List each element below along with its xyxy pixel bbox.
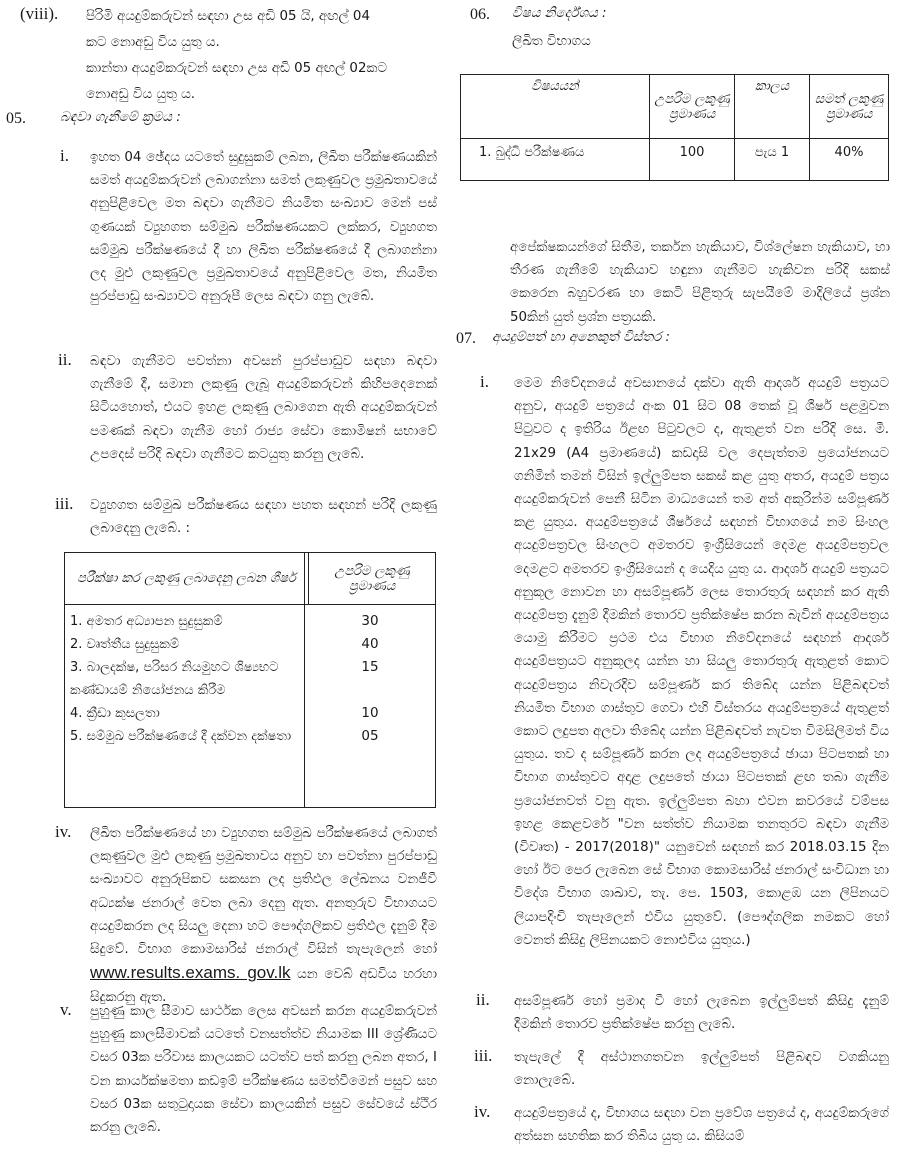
item-iv-text (90, 822, 437, 1010)
section-number-06: 06. (470, 6, 490, 23)
marks-table-item: 1. අමතර අධ්‍යාපන සුදුසුකම් (70, 614, 223, 629)
exam-description: අපේක්ෂකයන්ගේ සිතීම, තර්කන හැකියාව, විශ්ලේෂන හැකියාව, හා තීරණ ගැනීමේ හැකියාව හඳුනා ගැනීමට හැකිවන පරිදි සකස් කෙරෙන බහුවරණ හා කෙටි පිළිතුරු සැපයීමේ මාදිලියේ ප්‍රශ්න 50කින් යුත් ප්‍රශ්න පත්‍රයකි. (510, 240, 890, 325)
item-number-iv: iv. (55, 822, 72, 841)
marks-table-value: 15 (361, 659, 379, 675)
item-i-text: ඉහත 04 ඡේදය යටතේ සුදුසුකම් ලබන, ලිඛිත පරීක්ෂණයකින් සමත් අයදුම්කරුවන් ලබාගන්නා සමත් ලකුණුවල ප්‍රමුඛතාවයේ අනුපිළිවෙල මත බඳවා ගැනීමට නියමිත සංඛ්‍යාව මෙන් පස් ගුණයක් ව්‍යුහගත සම්මුඛ පරීක්ෂණයකට ලක්කර, ව්‍යුහගත සම්මුඛ පරීක්ෂණයේ දී හා ලිඛිත පරීක්ෂණයේ දී ලබාගන්නා ලද මුළු ලකුණුවල ප්‍රමුඛතාවයේ අනුපිළිවෙල මත, නියමිත පුරප්පාඩු සංඛ්‍යාවට අනුරූපී ලෙස බඳවා ගනු ලැබේ. (90, 150, 437, 305)
marks-table-item: 5. සම්මුඛ පරීක්ෂණයේ දී දක්වන දක්ෂතා (70, 729, 292, 744)
marks-table-values (306, 610, 434, 748)
subject-table-header: සමත් ලකුණු ප්‍රමාණය (810, 75, 889, 139)
marks-table-value: 10 (361, 705, 379, 721)
item-number-i: i. (60, 146, 69, 165)
subject-table (460, 74, 889, 181)
marks-table-value: 05 (361, 728, 379, 744)
item-number-iv: iv. (474, 1102, 491, 1121)
item-number-v: v. (60, 1000, 72, 1019)
marks-table-header-max: උපරිම ලකුණු ප්‍රමාණය (309, 553, 436, 605)
item-iv-text: අයදුම්පත්‍රයේ ද, විභාගය සඳහා වන ප්‍රවේශ පත්‍රයේ ද, අයදුම්කරුගේ අත්සන සහතික කර තිබිය යුතු ය. කිසියම් (514, 1106, 889, 1145)
item-number-ii: ii. (476, 990, 490, 1009)
application-instructions: මෙම නිවේදනයේ අවසානයේ දක්වා ඇති ආදර්ශ අයදුම් පත්‍රයට අනුව, අයදුම් පත්‍රයේ අංක 01 සිට 08 තෙක් වූ ශීර්ෂ පළමුවන පිටුවට ද ඉතිරිය ඊළඟ පිටුවලට ද, ඇතුළත් වන පරිදි සෙ. මී. 21x29 (A4 ප්‍රමාණයේ) කඩදාසි වල දෙපැත්තම ප්‍රයෝජනයට ගනිමින් තමන් විසින් ඉල්ලුම්පත සකස් කළ යුතු අතර, අයදුම් පත්‍රය අයදුම්කරුවන් පෙනී සිටින මාධ්‍යයෙන් තම අත් අකුරින්ම සම්පූර්ණ කළ යුතුය. අයදුම්පත්‍රයේ ශීර්ෂයේ සඳහන් විභාගයේ නම සිංහල අයදුම්පත්‍රවල සිංහලට අමතරව ඉංග්‍රීසියෙන් දෙමළ අයදුම්පත්‍රවල දෙමළට අමතරව ඉංග්‍රීසියෙන් ද යෙදිය යුතු ය. ආදර්ශ අයදුම් පත්‍රයට අනුකූල නොවන හා අසම්පූර්ණ ලෙස තොරතුරු සඳහන් කර ඇති අයදුම්පත්‍ර දැනුම් දීමකින් තොරව ප්‍රතික්ෂේප කරන බැවින් අයදුම්පත්‍රය යොමු කිරීමට ප්‍රථම එය විභාග නිවේදනයේ සඳහන් ආදර්ශ අයදුම්පත්‍රයට අනුකූලද යන්න හා සියලු තොරතුරු ඇතුළත් කොට අයදුම්පත්‍රය නිවැරදිව සම්පූර්ණ කර තිබේද යන්න පිළිබඳවත් නියමිත විභාග ගාස්තුව ගෙවා එහි විස්තරය අයදුම්පත්‍රයේ ඇතුළත් කොට ලදුපත අලවා තිබේද යන්න පිළිබඳවත් නැවත විමසිලිමත් විය යුතුය. තව ද සම්පූර්ණ කරන ලද අයදුම්පත්‍රයේ ඡායා පිටපතක් හා විභාග ගාස්තුවට අදාළ ලදුපතේ ඡායා පිටපතක් ළඟ තබා ගැනීම ප්‍රයෝජනවත් වනු ඇත. ඉල්ලුම්පත බහා එවන කවරයේ වම්පස ඉහළ කෙළවරේ "වන සත්ත්ව නියාමක තනතුරට බඳවා ගැනීම (විවෘත) - 2017(2018)" යනුවෙන් සඳහන් කර 2018.03.15 දින හෝ ඊට පෙර ලැබෙන සේ විභාග කොමසාරිස් ජනරාල් සංවිධාන හා විදේශ විභාග ශාඛාව, තැ. පෙ. 1503, කොළඹ යන ලිපිනයට ලියාපදිංචි තැපෑලෙන් එවිය යුතුවේ. (පෞද්ගලික නමකට හෝ වෙනත් කිසිදු ලිපිනයකට නොඑවිය යුතුය.) (514, 376, 889, 948)
marks-table-divider (304, 552, 305, 807)
subject-table-cell: 40% (810, 139, 889, 181)
item-v-text: පුහුණු කාල සීමාව සාර්ථක ලෙස අවසන් කරන අයදුම්කරුවන් පුහුණු කාලසීමාවක් යටතේ වනසත්ත්ව නියාමක III ශ්‍රේණියට වසර 03ක පරිවාස කාලයකට යටත්ව පත් කරනු ලබන අතර, I වන කාර්යක්ෂමතා කඩඉම් පරීක්ෂණය සමත්වීමෙන් පසුව සහ වසර 03ක සතුටුදායක සේවා කාලයකින් පසුව සේවයේ ස්ථිර කරනු ලැබේ. (90, 1004, 437, 1136)
section-number-05: 05. (6, 110, 26, 127)
item-number-iii: iii. (55, 494, 74, 513)
marks-table-value: 30 (361, 613, 379, 629)
item-number-iii: iii. (474, 1046, 493, 1065)
subject-table-cell: 100 (650, 139, 735, 181)
item-viii-line: කට නොඅඩු විය යුතු ය. (86, 35, 220, 50)
marks-table-items (70, 610, 302, 748)
subject-table-cell: පැය 1 (735, 139, 810, 181)
section-title-07: අයදුම්පත් හා අනෙකුත් විස්තර : (492, 330, 671, 345)
item-iv-tail: යන වෙබ් අඩවිය හරහා සිදුකරනු ඇත. (90, 967, 437, 1006)
section-title-05: බඳවා ගැනීමේ ක්‍රමය : (60, 110, 181, 125)
item-viii-line: පිරිමි අයදුම්කරුවන් සඳහා උස අඩි 05 යි, අඟල් 04 (86, 9, 370, 24)
section-number-07: 07. (456, 330, 476, 347)
subject-table-header: උපරිම ලකුණු ප්‍රමාණය (650, 75, 735, 139)
item-ii-text: අසම්පූර්ණ හෝ ප්‍රමාද වී හෝ ලැබෙන ඉල්ලුම්පත් කිසිදු දැනුම් දීමකින් තොරව ප්‍රතික්ෂේප කරනු ලැබේ. (514, 994, 889, 1033)
marks-table-item: 4. ක්‍රීඩා කුසලතා (70, 706, 160, 721)
subject-table-header: කාලය (735, 75, 810, 139)
item-number-viii: (viii). (20, 4, 59, 23)
marks-table-item: 3. බාලදක්ෂ, පරිසර නියමුහට ශිෂ්‍යභට කණ්ඩායම් නියෝජනය කිරීම (70, 660, 279, 698)
marks-table (64, 552, 436, 605)
item-viii-line: කාන්තා අයදුම්කරුවන් සඳහා උස අඩි 05 අඟල් 02කට (86, 61, 387, 76)
item-iii-text: ව්‍යුහගත සම්මුඛ පරීක්ෂණය සඳහා පහත සඳහන් පරිදි ලකුණු ලබාදෙනු ලැබේ. : (90, 498, 437, 537)
item-iii-text: තැපැලේ දී අස්ථානගතවන ඉල්ලුම්පත් පිළිබඳව වගකියනු නොලැබේ. (514, 1050, 889, 1089)
subject-table-cell: 1. බුද්ධි පරීක්ෂණය (461, 139, 650, 181)
item-viii-text (86, 4, 438, 108)
item-number-i: i. (480, 372, 489, 391)
section-06-subtitle: ලිඛිත විභාගය (512, 34, 591, 49)
marks-table-item: 2. වෘත්තීය සුදුසුකම් (70, 637, 180, 652)
marks-table-value: 40 (361, 636, 379, 652)
subject-table-header: විෂයයන් (461, 75, 650, 139)
item-ii-text: බඳවා ගැනීමට පවත්නා අවසන් පුරප්පාඩුව සඳහා බඳවා ගැනීමේ දී, සමාන ලකුණු ලැබූ අයදුම්කරුවන් කිහිපදෙනෙක් සිටියහොත්, එයට ඉහළ ලකුණු ලබාගෙන ඇති අයදුම්කරුවන් පමණක් බඳවා ගැනීම හෝ රාජ්‍ය සේවා කොමිෂන් සභාවේ උපදෙස් පරිදි බඳවා ගැනීමට කටයුතු කරනු ලැබේ. (90, 354, 437, 462)
marks-table-header-heading: පරීක්ෂා කර ලකුණු ලබාදෙනු ලබන ශීර්ෂ (65, 553, 309, 605)
item-viii-line: නොඅඩු විය යුතු ය. (86, 87, 195, 102)
item-iv-body: ලිඛිත පරීක්ෂණයේ හා ව්‍යුහගත සම්මුඛ පරීක්ෂණයේ ලබාගත් ලකුණුවල මුළු ලකුණු ප්‍රමුඛතාවය අනුව හා පවත්නා පුරප්පාඩු සංඛ්‍යාවට අනුරූපිකව සකසන ලද ප්‍රතිඵල ලේඛනය වනජීවී අධ්‍යක්ෂ ජනරාල් වෙත ලබා දෙනු ඇත. අනතුරුව විභාගයට අයදුම්කරන ලද සියලු දෙනා හට පෞද්ගලිකව ප්‍රතිඵල දැනුම් දීම සිදුවේ. විභාග කොමසාරිස් ජනරාල් විසින් තැපැලෙන් හෝ (90, 826, 437, 958)
item-number-ii: ii. (58, 350, 72, 369)
results-website-link[interactable]: www.results.exams. gov.lk (90, 963, 291, 983)
section-title-06: විෂය නිර්දේශය : (512, 6, 607, 21)
